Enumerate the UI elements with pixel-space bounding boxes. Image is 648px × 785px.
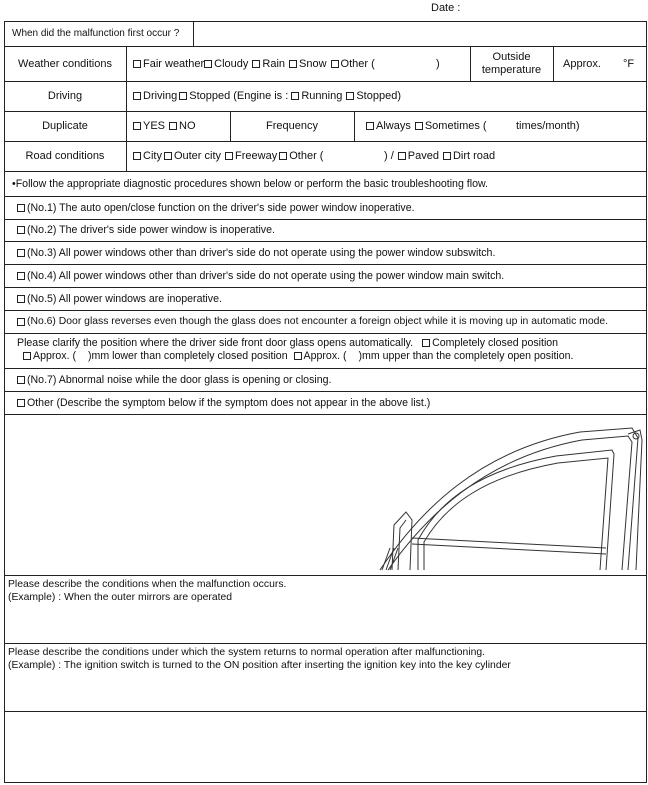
checkbox-outer-city[interactable] <box>164 152 172 160</box>
checkbox-symptom-other[interactable] <box>17 399 25 407</box>
option-freeway: Freeway <box>235 150 278 162</box>
symptom-4: (No.4) All power windows other than driver's side do not operate using the power window main switch. <box>17 264 504 287</box>
option-outer-city: Outer city <box>173 150 222 162</box>
option-city: City <box>143 150 162 162</box>
clarify-block <box>17 337 573 363</box>
option-dirt-road: Dirt road <box>452 150 496 162</box>
option-other-road: Other ( <box>289 150 324 162</box>
checkbox-symptom-2[interactable] <box>17 226 25 234</box>
option-always: Always <box>376 120 411 132</box>
option-rain: Rain <box>262 57 286 70</box>
weather-label: Weather conditions <box>18 57 112 70</box>
temp-unit: °F <box>623 57 635 70</box>
driving-label: Driving <box>47 90 83 102</box>
checkbox-completely-closed[interactable] <box>422 339 430 347</box>
option-yes: YES <box>143 120 166 132</box>
checkbox-freeway[interactable] <box>225 152 233 160</box>
checkbox-stopped[interactable] <box>179 92 187 100</box>
symptom-6: (No.6) Door glass reverses even though the glass does not encounter a foreign object while it is moving up in automatic mode. <box>17 310 608 333</box>
notes-field[interactable] <box>5 712 646 782</box>
option-completely-closed: Completely closed position <box>432 337 559 349</box>
divider <box>4 414 647 415</box>
checkbox-engine-stopped[interactable] <box>346 92 354 100</box>
approx-lower-open: Approx. ( <box>33 350 76 362</box>
checkbox-rain[interactable] <box>252 60 260 68</box>
symptom-1: (No.1) The auto open/close function on the driver's side power window inoperative. <box>17 196 415 219</box>
option-snow: Snow <box>299 57 327 70</box>
approx-label: Approx. <box>563 57 601 70</box>
normal-field[interactable] <box>5 674 646 710</box>
checkbox-other-road[interactable] <box>279 152 287 160</box>
times-month-label: times/month) <box>516 120 580 132</box>
divider <box>4 333 647 334</box>
road-other-close: ) / <box>384 150 394 162</box>
divider <box>354 111 355 141</box>
checkbox-cloudy[interactable] <box>204 60 212 68</box>
symptom-5: (No.5) All power windows are inoperative. <box>17 287 222 310</box>
checkbox-dirt-road[interactable] <box>443 152 451 160</box>
normal-block <box>8 646 511 672</box>
normal-text: Please describe the conditions under which the system returns to normal operation after malfunctioning. <box>8 647 486 658</box>
divider <box>4 643 647 644</box>
outside-temp-label-2: temperature <box>481 63 542 76</box>
weather-other-close: ) <box>436 57 440 70</box>
approx-lower-text: )mm lower than completely closed position <box>87 350 288 362</box>
symptom-3: (No.3) All power windows other than driver's side do not operate using the power window subswitch. <box>17 241 495 264</box>
conditions-text: Please describe the conditions when the malfunction occurs. <box>8 579 287 590</box>
checkbox-symptom-1[interactable] <box>17 204 25 212</box>
normal-example: (Example) : The ignition switch is turned to the ON position after inserting the ignition key into the key cylinder <box>8 660 511 671</box>
option-running: Running <box>301 90 343 102</box>
follow-instructions: •Follow the appropriate diagnostic procedures shown below or perform the basic troubleshooting flow. <box>12 177 488 190</box>
conditions-block <box>8 578 286 604</box>
checkbox-symptom-7[interactable] <box>17 376 25 384</box>
clarify-text: Please clarify the position where the driver side front door glass opens automatically. <box>17 337 414 349</box>
checkbox-symptom-4[interactable] <box>17 272 25 280</box>
duplicate-label: Duplicate <box>42 120 88 132</box>
road-label: Road conditions <box>25 150 105 162</box>
door-glass-illustration <box>360 420 646 572</box>
frequency-label: Frequency <box>266 120 318 132</box>
option-other-weather: Other ( <box>340 57 375 70</box>
checkbox-sometimes[interactable] <box>415 122 423 130</box>
checkbox-always[interactable] <box>366 122 374 130</box>
divider <box>553 46 554 81</box>
option-cloudy: Cloudy <box>214 57 249 70</box>
checkbox-approx-lower[interactable] <box>23 352 31 360</box>
conditions-field[interactable] <box>5 606 646 642</box>
outside-temp-label-1: Outside <box>492 50 531 63</box>
checkbox-snow[interactable] <box>289 60 297 68</box>
checkbox-approx-upper[interactable] <box>294 352 302 360</box>
option-paved: Paved <box>407 150 439 162</box>
checkbox-symptom-6[interactable] <box>17 318 25 326</box>
checkbox-other-weather[interactable] <box>331 60 339 68</box>
symptom-other: Other (Describe the symptom below if the symptom does not appear in the above list.) <box>17 391 430 414</box>
divider <box>126 46 127 171</box>
checkbox-symptom-5[interactable] <box>17 295 25 303</box>
option-fair-weather: Fair weather <box>143 57 205 70</box>
conditions-example: (Example) : When the outer mirrors are operated <box>8 592 233 603</box>
approx-upper-text: )mm upper than the completely open position. <box>358 350 574 362</box>
checkbox-city[interactable] <box>133 152 141 160</box>
checkbox-symptom-3[interactable] <box>17 249 25 257</box>
divider <box>4 575 647 576</box>
option-driving: Driving <box>143 90 178 102</box>
approx-upper-open: Approx. ( <box>303 350 347 362</box>
checkbox-no[interactable] <box>169 122 177 130</box>
first-occur-field[interactable] <box>194 22 646 46</box>
date-label: Date : <box>431 2 461 14</box>
checkbox-yes[interactable] <box>133 122 141 130</box>
symptom-7: (No.7) Abnormal noise while the door glass is opening or closing. <box>17 368 331 391</box>
option-no: NO <box>179 120 196 132</box>
checkbox-driving[interactable] <box>133 92 141 100</box>
option-stopped: Stopped (Engine is : <box>189 90 292 102</box>
option-engine-stopped: Stopped) <box>356 90 401 102</box>
first-occur-label: When did the malfunction first occur ? <box>12 28 180 39</box>
checkbox-fair-weather[interactable] <box>133 60 141 68</box>
checkbox-running[interactable] <box>291 92 299 100</box>
symptom-2: (No.2) The driver's side power window is inoperative. <box>17 219 275 241</box>
checkbox-paved[interactable] <box>398 152 406 160</box>
option-sometimes: Sometimes ( <box>424 120 487 132</box>
